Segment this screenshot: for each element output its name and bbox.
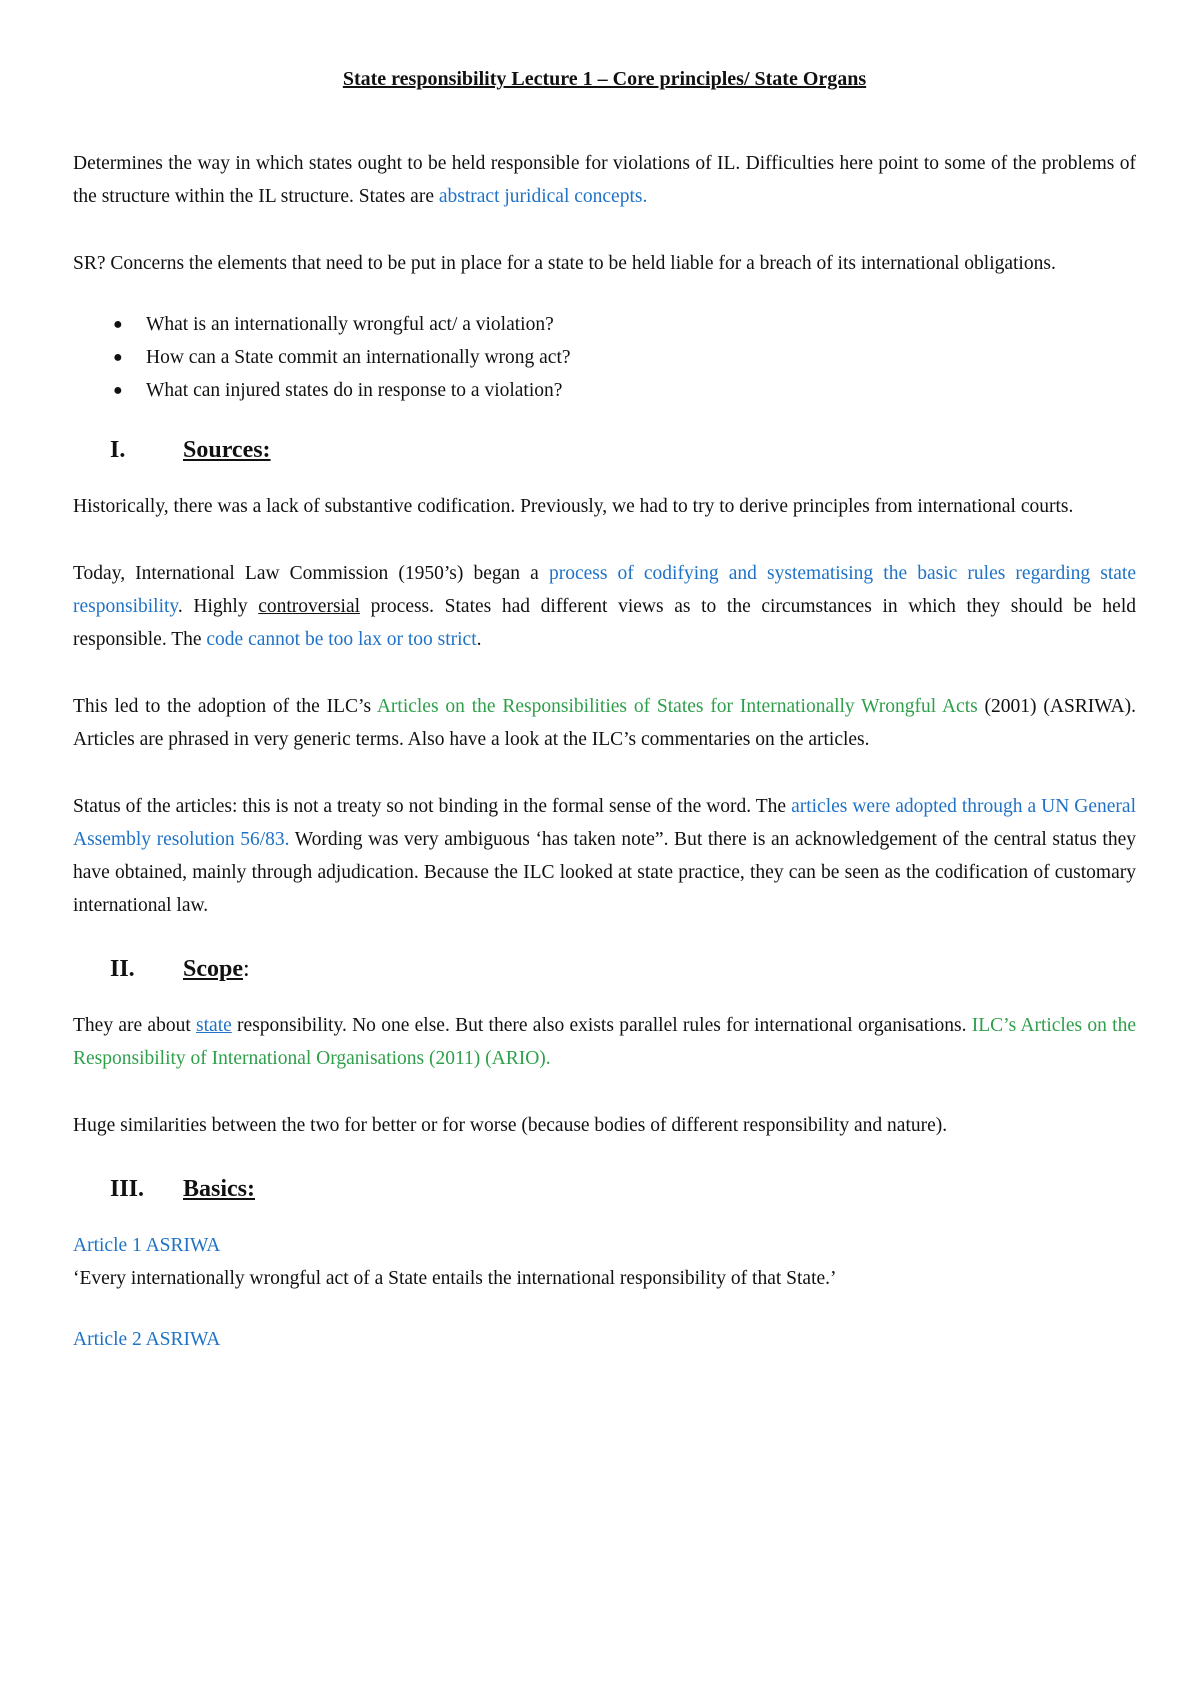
- bullet-icon: ●: [113, 316, 123, 333]
- text-run: Status of the articles: this is not a treaty so not binding in the formal sense of the word. The: [73, 796, 792, 817]
- intro-paragraph-2: SR? Concerns the elements that need to be put in place for a state to be held liable for a breach of its international obligations.: [73, 253, 1056, 274]
- section-heading-scope: [73, 956, 1136, 983]
- section-title-colon: :: [243, 956, 250, 982]
- section-number: I.: [110, 437, 126, 463]
- list-item: [73, 308, 1136, 341]
- list-item-text: How can a State commit an internationally wrong act?: [146, 347, 571, 368]
- list-item: [73, 374, 1136, 407]
- list-item: [73, 341, 1136, 374]
- text-run: They are about: [73, 1015, 197, 1036]
- section-heading-basics: [73, 1176, 1136, 1203]
- section-number: III.: [110, 1176, 145, 1202]
- scope-paragraph-2: Huge similarities between the two for better or for worse (because bodies of different responsibility and nature).: [73, 1115, 948, 1136]
- highlight-ario-title: ILC’s Articles on the Responsibility of International Organisations (2011) (ARIO).: [73, 1015, 1136, 1069]
- highlight-state: state: [196, 1015, 232, 1036]
- highlight-asriwa-title: Articles on the Responsibilities of States for Internationally Wrongful Acts: [376, 696, 978, 717]
- section-number: II.: [110, 956, 135, 982]
- text-run: Today, International Law Commission (1950’s) began a: [73, 563, 549, 584]
- bullet-icon: ●: [113, 349, 123, 366]
- text-run: responsibility. No one else. But there also exists parallel rules for international organisations.: [231, 1015, 972, 1036]
- text-run: Determines the way in which states ought to be held responsible for violations of IL. Difficulties here point to some of the problems of the structure within the IL structure. States are: [73, 153, 1136, 207]
- text-run: .: [476, 629, 482, 650]
- text-run: . Highly: [177, 596, 259, 617]
- text-run: (2001) (ASRIWA). Articles are phrased in very generic terms. Also have a look at the ILC’s commentaries on the articles.: [73, 696, 1136, 750]
- text-run: Wording was very ambiguous ‘has taken note”. But there is an acknowledgement of the central status they have obtained, mainly through adjudication. Because the ILC looked at state practice, they can be seen as the codification of customary international law.: [73, 829, 1136, 916]
- scope-paragraph-1: [73, 1009, 1136, 1075]
- text-run: process. States had different views as to the circumstances in which they should be held responsible. The: [73, 596, 1137, 650]
- article-1-text: ‘Every internationally wrongful act of a State entails the international responsibility of that State.’: [73, 1268, 837, 1289]
- article-1-title: Article 1 ASRIWA: [73, 1235, 221, 1256]
- section-title: Scope: [183, 956, 243, 982]
- highlight-lax-strict: code cannot be too lax or too strict: [206, 629, 477, 650]
- section-title: Sources:: [183, 437, 271, 463]
- list-item-text: What can injured states do in response to a violation?: [146, 380, 563, 401]
- page-title: State responsibility Lecture 1 – Core principles/ State Organs: [342, 68, 867, 90]
- article-2-title: Article 2 ASRIWA: [73, 1329, 221, 1350]
- sources-paragraph-3: [73, 690, 1136, 756]
- section-heading-sources: [73, 437, 1136, 464]
- question-list: [73, 308, 1136, 407]
- highlight-abstract-juridical: abstract juridical concepts.: [438, 186, 648, 207]
- sources-paragraph-1: Historically, there was a lack of substantive codification. Previously, we had to try to derive principles from international courts.: [73, 496, 1074, 517]
- list-item-text: What is an internationally wrongful act/ a violation?: [146, 314, 554, 335]
- bullet-icon: ●: [113, 382, 123, 399]
- highlight-codifying-process: process of codifying and systematising the basic rules regarding state responsibility: [73, 563, 1136, 617]
- intro-paragraph-1: [73, 147, 1136, 213]
- sources-paragraph-2: [73, 557, 1136, 656]
- text-run: This led to the adoption of the ILC’s: [73, 696, 377, 717]
- section-title: Basics:: [183, 1176, 255, 1202]
- underlined-controversial: controversial: [258, 596, 361, 617]
- sources-paragraph-4: [73, 790, 1136, 922]
- highlight-un-resolution: articles were adopted through a UN General Assembly resolution 56/83.: [73, 796, 1136, 850]
